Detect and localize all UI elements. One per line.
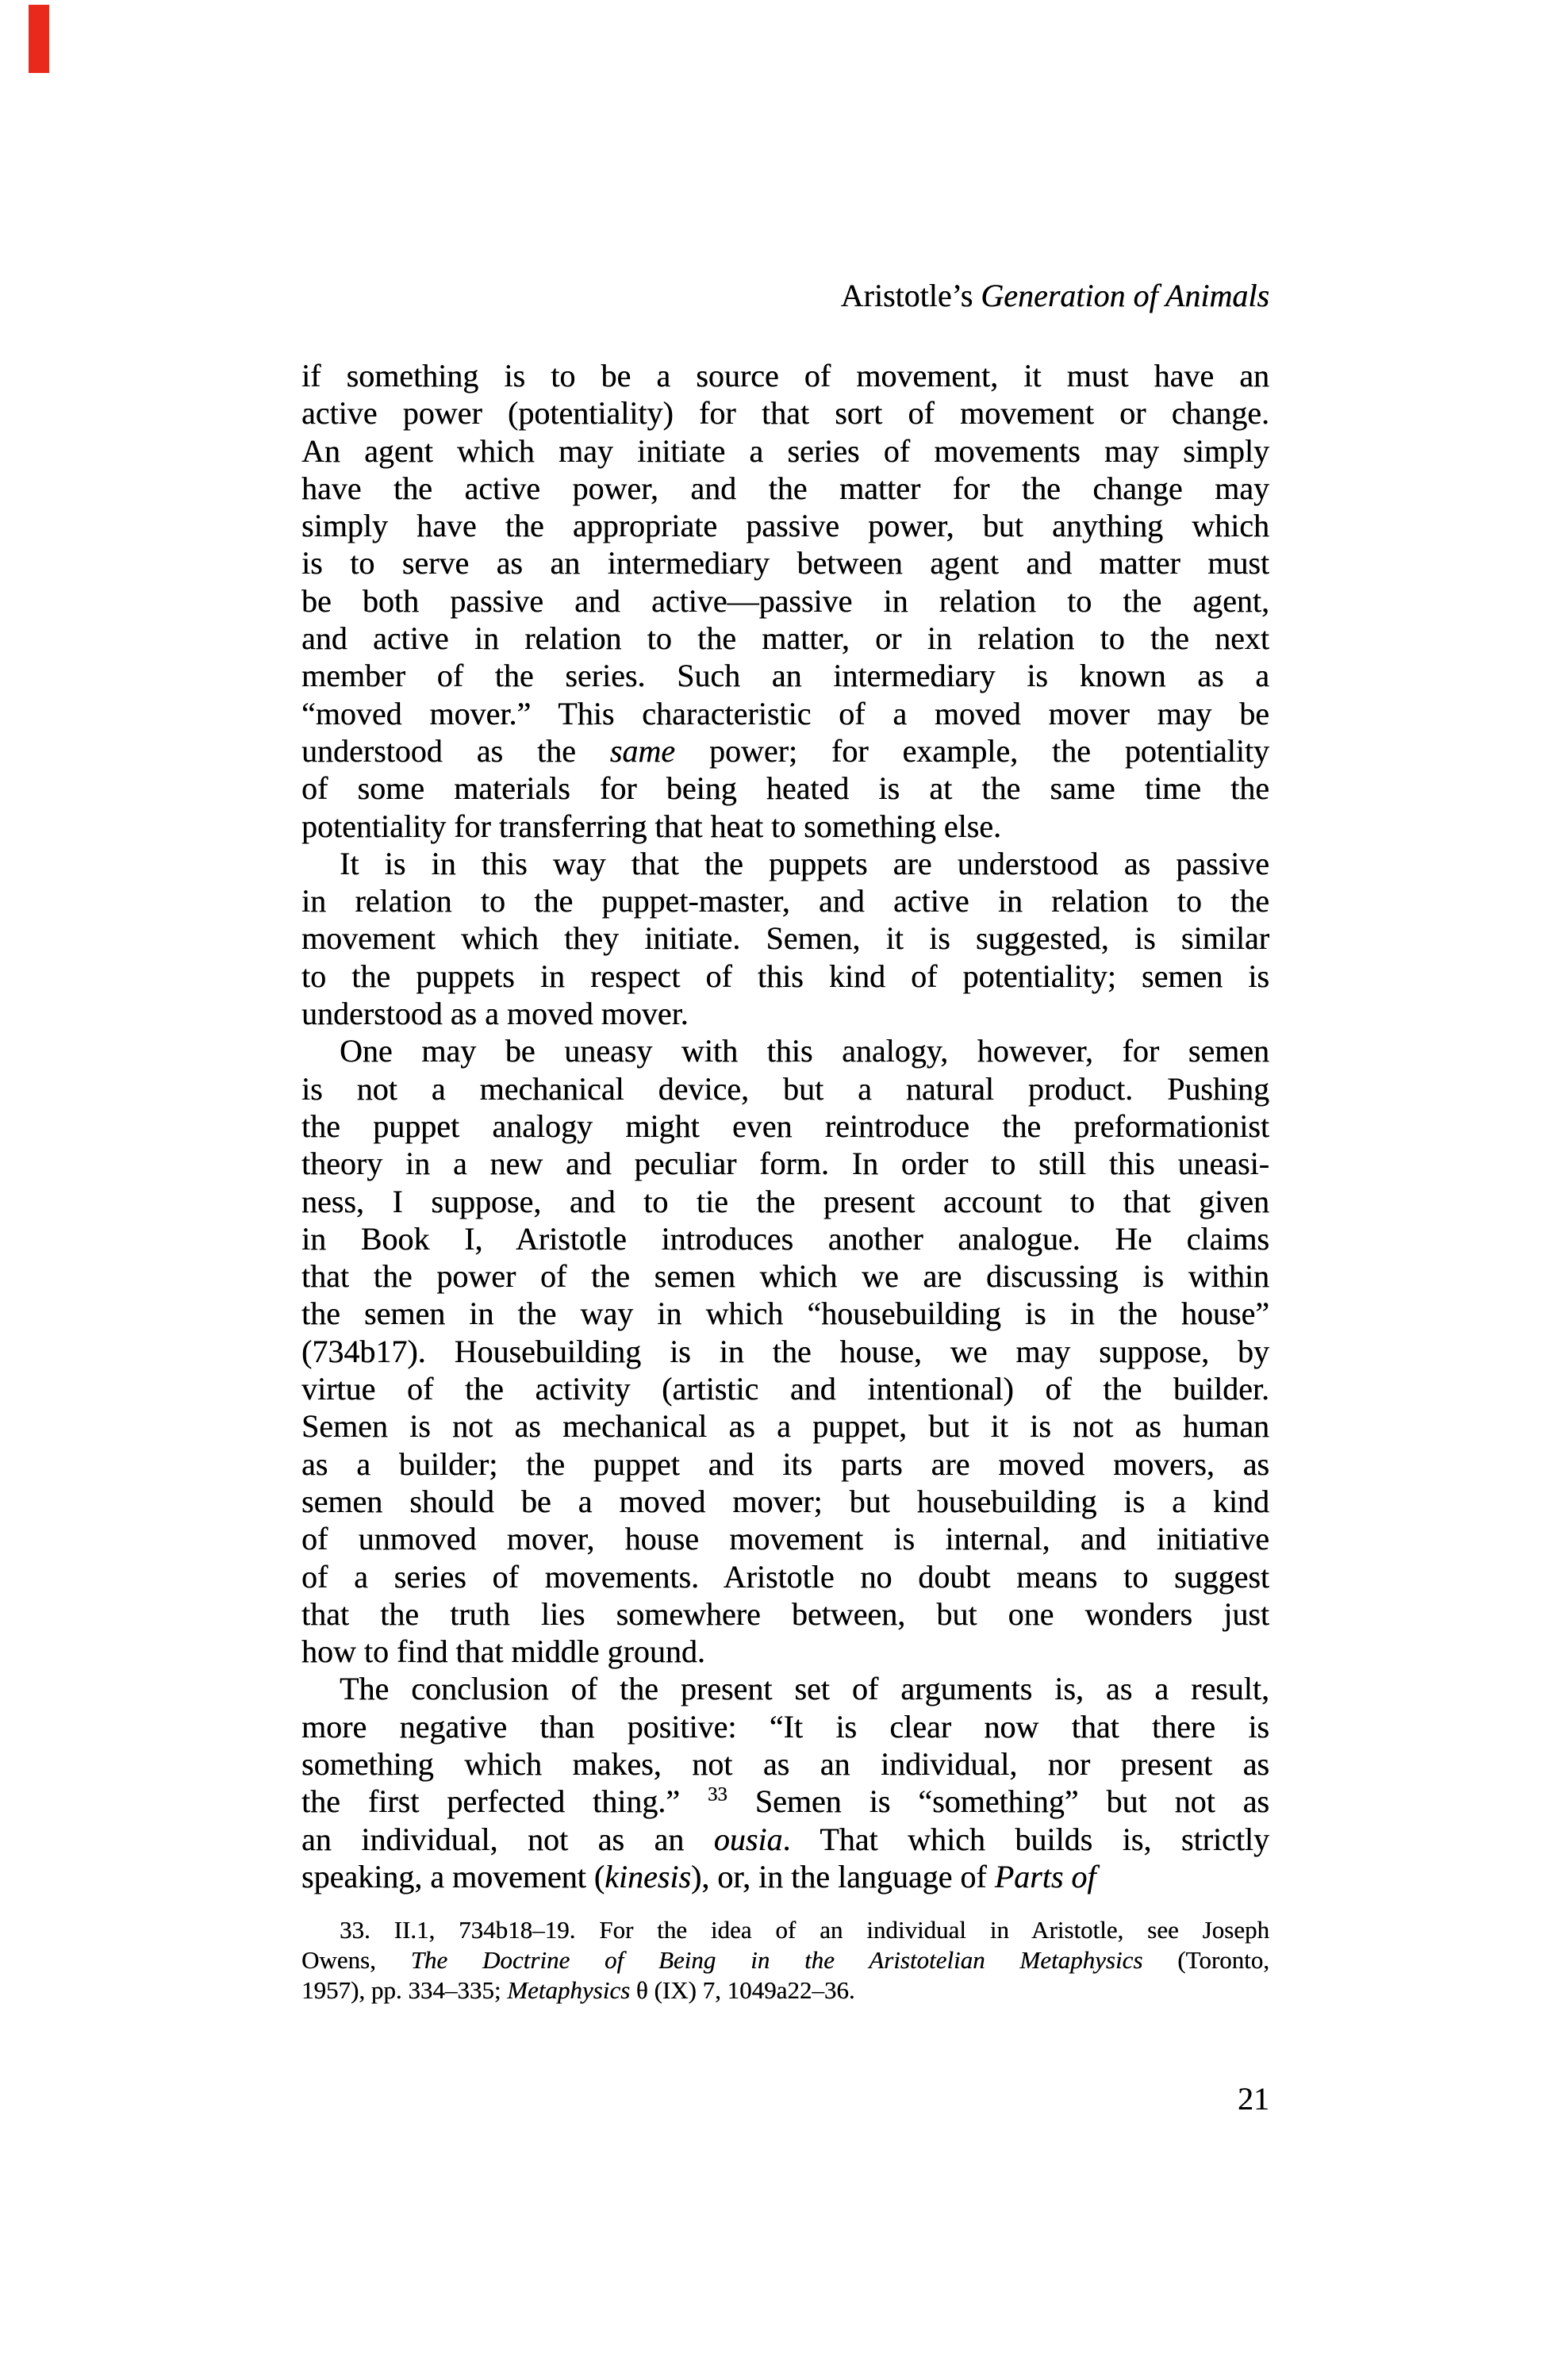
text-run: the first perfected thing.”: [301, 1783, 708, 1820]
text-run: if something is to be a source of movement, it must have an: [301, 358, 1269, 393]
text-line: [301, 770, 1269, 807]
text-run: understood as the: [301, 732, 610, 769]
text-line: [301, 1407, 1269, 1445]
text-line: [301, 1145, 1269, 1182]
text-run: of some materials for being heated is at the same time the: [301, 770, 1269, 807]
text-line: [301, 1333, 1269, 1370]
text-run: member of the series. Such an intermediary is known as a: [301, 658, 1269, 694]
text-run: and active in relation to the matter, or in relation to the next: [301, 620, 1269, 657]
red-scan-mark: [29, 5, 49, 73]
text-line: [301, 1295, 1269, 1332]
text-line: [301, 1745, 1269, 1783]
page-number: 21: [1238, 2081, 1269, 2117]
text-run: simply have the appropriate passive power, but anything which: [301, 508, 1269, 544]
text-line: [301, 1370, 1269, 1407]
text-line: [301, 958, 1269, 995]
text-run: speaking, a movement (: [301, 1858, 605, 1894]
text-line: [301, 1257, 1269, 1295]
text-run: how to find that middle ground.: [301, 1633, 705, 1670]
text-line: [301, 1445, 1269, 1483]
text-run: of a series of movements. Aristotle no doubt means to suggest: [301, 1558, 1269, 1595]
text-line: [301, 1821, 1269, 1858]
text-run: “moved mover.” This characteristic of a moved mover may be: [301, 695, 1269, 731]
italic-run: Metaphysics: [507, 1976, 631, 2004]
paragraph-4: [301, 1670, 1269, 1895]
text-line: [301, 1915, 1269, 1945]
text-line: [301, 1558, 1269, 1595]
text-line: [301, 544, 1269, 582]
text-run: movement which they initiate. Semen, it is suggested, is similar: [301, 920, 1269, 957]
text-run: semen should be a moved mover; but housebuilding is a kind: [301, 1483, 1269, 1519]
text-run: the semen in the way in which “housebuilding is in the house”: [301, 1296, 1269, 1332]
text-run: θ (IX) 7, 1049a22–36.: [630, 1976, 855, 2004]
text-line: [301, 1670, 1269, 1707]
text-line: [301, 1708, 1269, 1745]
text-run: An agent which may initiate a series of movements may simply: [301, 432, 1269, 469]
text-run: Semen is not as mechanical as a puppet, but it is not as human: [301, 1408, 1269, 1445]
italic-run: kinesis: [605, 1858, 691, 1894]
text-run: the puppet analogy might even reintroduce the preformationist: [301, 1107, 1269, 1144]
text-line: [301, 1858, 1269, 1895]
text-line: [301, 507, 1269, 544]
footnote-ref: 33: [708, 1783, 727, 1806]
italic-run: Parts of: [994, 1858, 1096, 1894]
text-line: [301, 357, 1269, 394]
text-run: understood as a moved mover.: [301, 996, 689, 1032]
text-line: [301, 995, 1269, 1032]
text-line: [301, 1783, 1269, 1820]
text-line: [301, 1633, 1269, 1670]
text-run: potentiality for transferring that heat to something else.: [301, 808, 1001, 844]
text-run: something which makes, not as an individual, nor present as: [301, 1745, 1269, 1782]
text-line: [301, 432, 1269, 470]
header-book-title: Generation of Animals: [981, 278, 1269, 313]
text-line: [301, 1520, 1269, 1557]
text-run: is not a mechanical device, but a natural product. Pushing: [301, 1070, 1269, 1107]
text-run: of unmoved mover, house movement is internal, and initiative: [301, 1521, 1269, 1557]
text-run: in relation to the puppet-master, and active in relation to the: [301, 883, 1269, 919]
header-author: Aristotle’s: [840, 278, 981, 313]
text-line: [301, 1975, 1269, 2006]
text-line: [301, 582, 1269, 620]
text-line: [301, 470, 1269, 507]
footnote: [301, 1915, 1269, 2006]
text-line: [301, 919, 1269, 957]
text-run: (Toronto,: [1142, 1946, 1270, 1974]
text-line: [301, 1945, 1269, 1975]
text-line: [301, 1032, 1269, 1069]
text-run: is to serve as an intermediary between agent and matter must: [301, 545, 1269, 582]
text-line: [301, 845, 1269, 882]
text-line: [301, 1220, 1269, 1257]
text-run: One may be uneasy with this analogy, however, for semen: [340, 1033, 1269, 1069]
text-run: that the power of the semen which we are discussing is within: [301, 1258, 1269, 1295]
text-run: have the active power, and the matter for the change may: [301, 470, 1269, 506]
text-line: [301, 657, 1269, 694]
text-run: 1957), pp. 334–335;: [301, 1976, 508, 2004]
text-line: [301, 808, 1269, 845]
text-run: that the truth lies somewhere between, but one wonders just: [301, 1595, 1269, 1632]
italic-run: The Doctrine of Being in the Aristotelian Metaphysics: [410, 1946, 1143, 1974]
text-line: [301, 620, 1269, 657]
text-run: as a builder; the puppet and its parts are moved movers, as: [301, 1445, 1269, 1482]
paragraph-1: [301, 357, 1269, 845]
text-run: more negative than positive: “It is clear now that there is: [301, 1708, 1269, 1745]
text-run: Semen is “something” but not as: [727, 1783, 1269, 1820]
text-run: active power (potentiality) for that sort of movement or change.: [301, 395, 1269, 432]
text-run: 33. II.1, 734b18–19. For the idea of an individual in Aristotle, see Joseph: [340, 1916, 1269, 1944]
text-run: be both passive and active—passive in relation to the agent,: [301, 582, 1269, 619]
text-line: [301, 1483, 1269, 1520]
italic-run: same: [609, 732, 675, 769]
text-run: in Book I, Aristotle introduces another analogue. He claims: [301, 1220, 1269, 1257]
text-run: . That which builds is, strictly: [782, 1821, 1269, 1857]
text-run: virtue of the activity (artistic and intentional) of the builder.: [301, 1371, 1269, 1407]
text-line: [301, 1107, 1269, 1145]
text-run: to the puppets in respect of this kind of potentiality; semen is: [301, 958, 1269, 994]
text-run: The conclusion of the present set of arguments is, as a result,: [340, 1671, 1269, 1707]
text-line: [301, 732, 1269, 770]
text-run: power; for example, the potentiality: [675, 732, 1269, 769]
text-run: (734b17). Housebuilding is in the house, we may suppose, by: [301, 1333, 1269, 1369]
paragraph-2: [301, 845, 1269, 1032]
text-line: [301, 1183, 1269, 1220]
text-run: Owens,: [301, 1946, 411, 1974]
italic-run: ousia: [713, 1821, 783, 1857]
text-line: [301, 394, 1269, 432]
text-run: ), or, in the language of: [690, 1858, 995, 1894]
text-line: [301, 1070, 1269, 1107]
body-text: [301, 357, 1269, 1895]
text-line: [301, 882, 1269, 919]
text-line: [301, 695, 1269, 732]
text-run: It is in this way that the puppets are understood as passive: [340, 845, 1269, 881]
running-header: [301, 278, 1269, 314]
text-run: ness, I suppose, and to tie the present account to that given: [301, 1183, 1269, 1219]
paragraph-3: [301, 1032, 1269, 1670]
text-run: theory in a new and peculiar form. In order to still this uneasi-: [301, 1146, 1269, 1182]
text-run: an individual, not as an: [301, 1821, 714, 1857]
text-line: [301, 1595, 1269, 1633]
